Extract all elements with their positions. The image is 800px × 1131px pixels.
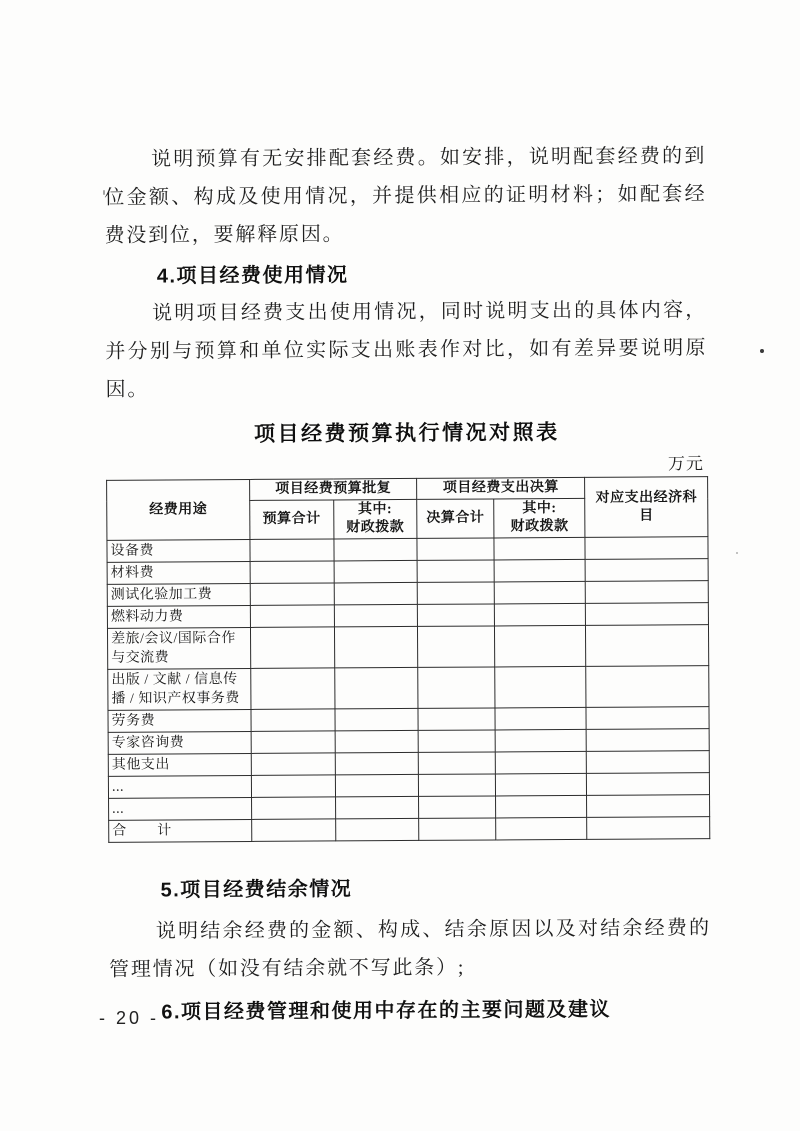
row-label: 测试化验加工费 bbox=[107, 583, 250, 606]
empty-cell bbox=[251, 775, 335, 798]
row-label: 燃料动力费 bbox=[107, 605, 250, 628]
empty-cell bbox=[494, 537, 585, 560]
empty-cell bbox=[586, 625, 709, 667]
empty-cell bbox=[418, 667, 495, 708]
empty-cell bbox=[418, 774, 495, 796]
col-group-final-accounts: 项目经费支出决算 bbox=[417, 477, 585, 499]
empty-cell bbox=[251, 709, 335, 732]
col-header-expense-purpose: 经费用途 bbox=[107, 479, 250, 540]
empty-cell bbox=[335, 730, 419, 753]
empty-cell bbox=[419, 818, 496, 840]
empty-cell bbox=[334, 560, 418, 583]
empty-cell bbox=[494, 625, 586, 667]
empty-cell bbox=[495, 751, 586, 774]
empty-cell bbox=[250, 539, 334, 562]
empty-cell bbox=[250, 561, 334, 584]
empty-cell bbox=[587, 817, 710, 840]
empty-cell bbox=[335, 774, 419, 797]
empty-cell bbox=[334, 538, 418, 561]
empty-cell bbox=[587, 773, 710, 796]
empty-cell bbox=[585, 537, 708, 560]
table-row bbox=[107, 625, 708, 670]
row-label: 设备费 bbox=[107, 539, 250, 562]
empty-cell bbox=[417, 582, 494, 604]
empty-cell bbox=[334, 667, 418, 709]
heading-section-4: 4.项目经费使用情况 bbox=[156, 264, 349, 288]
scan-speck bbox=[736, 552, 738, 554]
empty-cell bbox=[418, 708, 495, 730]
budget-comparison-table bbox=[106, 476, 710, 843]
table-row bbox=[108, 666, 709, 711]
empty-cell bbox=[334, 604, 418, 627]
col-header-budget-fiscal: 其中: 财政拨款 bbox=[333, 499, 417, 539]
empty-cell bbox=[251, 627, 335, 669]
row-label: ... bbox=[108, 775, 251, 798]
empty-cell bbox=[251, 753, 335, 776]
empty-cell bbox=[335, 752, 419, 775]
scan-speck bbox=[103, 190, 105, 195]
row-label: ... bbox=[109, 797, 252, 820]
row-label: 材料费 bbox=[107, 561, 250, 584]
row-label: 差旅/会议/国际合作与交流费 bbox=[107, 627, 250, 669]
empty-cell bbox=[417, 560, 494, 582]
empty-cell bbox=[418, 752, 495, 774]
col-header-economic-subject: 对应支出经济科目 bbox=[585, 477, 708, 538]
empty-cell bbox=[586, 707, 709, 730]
heading-section-6: 6.项目经费管理和使用中存在的主要问题及建议 bbox=[161, 998, 612, 1024]
row-label-total: 合 计 bbox=[109, 819, 252, 842]
table-row-total bbox=[109, 817, 710, 843]
scan-speck bbox=[760, 349, 764, 353]
empty-cell bbox=[587, 795, 710, 818]
empty-cell bbox=[418, 626, 495, 667]
empty-cell bbox=[587, 751, 710, 774]
empty-cell bbox=[586, 581, 709, 604]
empty-cell bbox=[586, 729, 709, 752]
empty-cell bbox=[417, 538, 494, 560]
table-title: 项目经费预算执行情况对照表 bbox=[253, 421, 560, 446]
empty-cell bbox=[252, 797, 336, 820]
page-content bbox=[104, 137, 711, 1031]
empty-cell bbox=[494, 603, 585, 626]
empty-cell bbox=[251, 731, 335, 754]
col-header-final-fiscal: 其中: 财政拨款 bbox=[494, 498, 586, 538]
col-group-budget-approval: 项目经费预算批复 bbox=[250, 478, 417, 500]
empty-cell bbox=[334, 626, 418, 668]
paragraph-balance: 说明结余经费的金额、构成、结余原因以及对结余经费的管理情况（如没有结余就不写此条）; bbox=[109, 917, 711, 981]
unit-label: 万元 bbox=[667, 454, 705, 474]
empty-cell bbox=[418, 730, 495, 752]
col-header-budget-total: 预算合计 bbox=[250, 500, 334, 540]
empty-cell bbox=[494, 581, 585, 604]
empty-cell bbox=[250, 583, 334, 606]
empty-cell bbox=[495, 707, 586, 730]
empty-cell bbox=[495, 773, 586, 796]
empty-cell bbox=[252, 819, 336, 842]
empty-cell bbox=[586, 666, 709, 708]
table-header-row-1 bbox=[107, 477, 708, 502]
paragraph-matching-funds: 说明预算有无安排配套经费。如安排，说明配套经费的到位金额、构成及使用情况，并提供相应的证明材料；如配套经费没到位，要解释原因。 bbox=[104, 145, 707, 247]
row-label: 劳务费 bbox=[108, 709, 251, 732]
row-label: 出版 / 文献 / 信息传播 / 知识产权事务费 bbox=[108, 668, 251, 710]
empty-cell bbox=[417, 604, 494, 626]
col-header-final-total: 决算合计 bbox=[417, 499, 494, 538]
empty-cell bbox=[495, 729, 586, 752]
empty-cell bbox=[494, 559, 585, 582]
empty-cell bbox=[586, 603, 709, 626]
empty-cell bbox=[335, 818, 419, 841]
empty-cell bbox=[250, 605, 334, 628]
empty-cell bbox=[496, 817, 587, 840]
empty-cell bbox=[251, 668, 335, 710]
page-number: - 20 - bbox=[99, 1008, 160, 1028]
empty-cell bbox=[585, 559, 708, 582]
empty-cell bbox=[496, 795, 587, 818]
empty-cell bbox=[495, 666, 587, 708]
empty-cell bbox=[334, 582, 418, 605]
paragraph-expense-usage: 说明项目经费支出使用情况，同时说明支出的具体内容，并分别与预算和单位实际支出账表作对比，如有差异要说明原因。 bbox=[105, 299, 708, 401]
row-label: 专家咨询费 bbox=[108, 731, 251, 754]
empty-cell bbox=[419, 796, 496, 818]
empty-cell bbox=[335, 796, 419, 819]
heading-section-5: 5.项目经费结余情况 bbox=[160, 878, 353, 902]
row-label: 其他支出 bbox=[108, 753, 251, 776]
empty-cell bbox=[335, 708, 419, 731]
